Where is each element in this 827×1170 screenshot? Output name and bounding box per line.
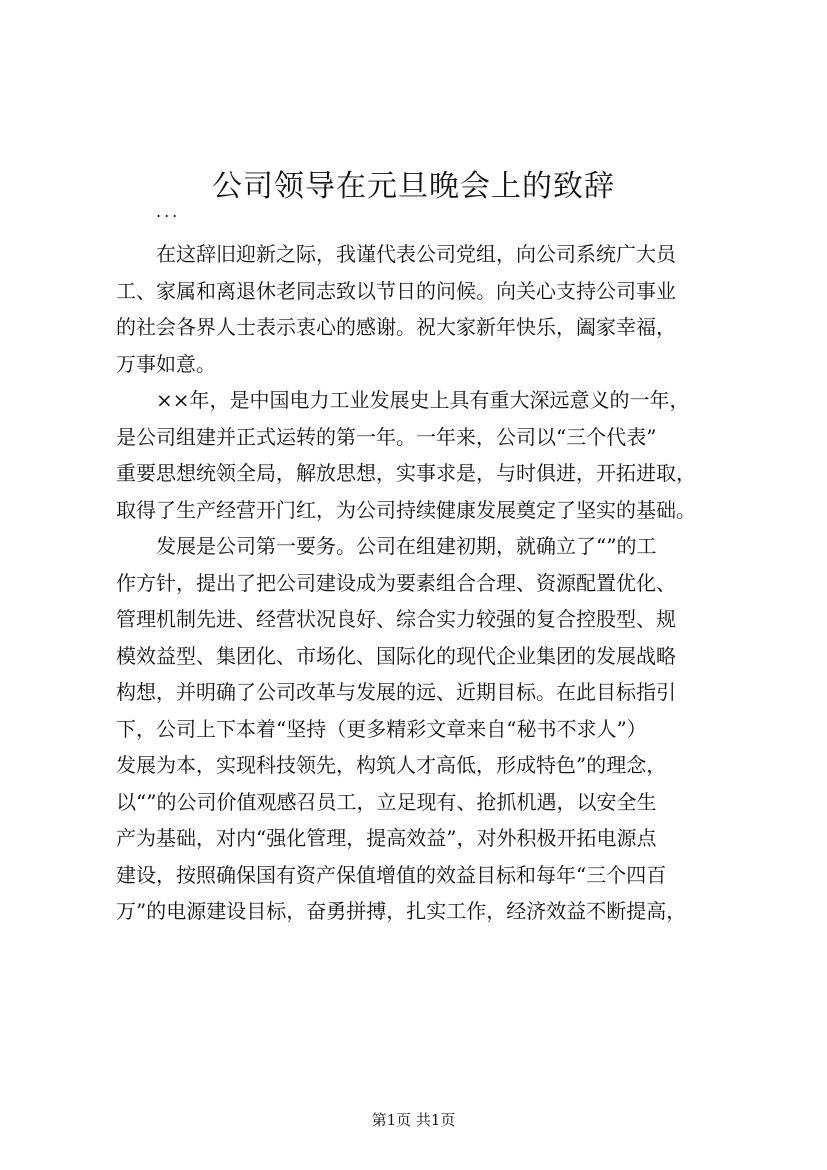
text-line: 发展为本，实现科技领先，构筑人才高低，形成特色”的理念，	[116, 753, 667, 777]
text-line: 以“”的公司价值观感召员工，立足现有、抢抓机遇，以安全生	[116, 789, 657, 814]
text-line: 取得了生产经营开门红，为公司持续健康发展奠定了坚实的基础。	[116, 497, 696, 522]
text-line: 是公司组建并正式运转的第一年。一年来，公司以“三个代表”	[116, 424, 657, 449]
text-line: 工、家属和离退休老同志致以节日的问候。向关心支持公司事业	[116, 278, 676, 303]
text-line: 建设，按照确保国有资产保值增值的效益目标和每年“三个四百	[116, 862, 667, 887]
text-line: 在这辞旧迎新之际，我谨代表公司党组，向公司系统广大员	[116, 242, 676, 266]
text-line: 万”的电源建设目标，奋勇拼搏，扎实工作，经济效益不断提高，	[116, 899, 687, 923]
text-line: 构想，并明确了公司改革与发展的远、近期目标。在此目标指引	[116, 680, 676, 704]
text-line: 作方针，提出了把公司建设成为要素组合合理、资源配置优化、	[116, 570, 676, 595]
text-line: 万事如意。	[116, 351, 216, 376]
text-line: 重要思想统领全局，解放思想，实事求是，与时俱进，开拓进取，	[116, 461, 696, 485]
page-footer: 第1页 共1页	[371, 1111, 456, 1129]
ellipsis-mark: ...	[156, 202, 181, 221]
text-line: 的社会各界人士表示衷心的感谢。祝大家新年快乐，阖家幸福，	[116, 315, 676, 339]
text-line: 产为基础，对内“强化管理，提高效益”，对外积极开拓电源点	[116, 826, 657, 850]
text-line: 发展是公司第一要务。公司在组建初期，就确立了“”的工	[116, 534, 657, 558]
text-line: 下，公司上下本着“坚持（更多精彩文章来自“秘书不求人”）	[116, 716, 647, 741]
document-title: 公司领导在元旦晚会上的致辞	[212, 169, 615, 205]
text-line: ××年，是中国电力工业发展史上具有重大深远意义的一年，	[116, 388, 690, 412]
body-text	[116, 236, 716, 930]
text-line: 管理机制先进、经营状况良好、综合实力较强的复合控股型、规	[116, 607, 676, 631]
text-line: 模效益型、集团化、市场化、国际化的现代企业集团的发展战略	[116, 643, 676, 668]
